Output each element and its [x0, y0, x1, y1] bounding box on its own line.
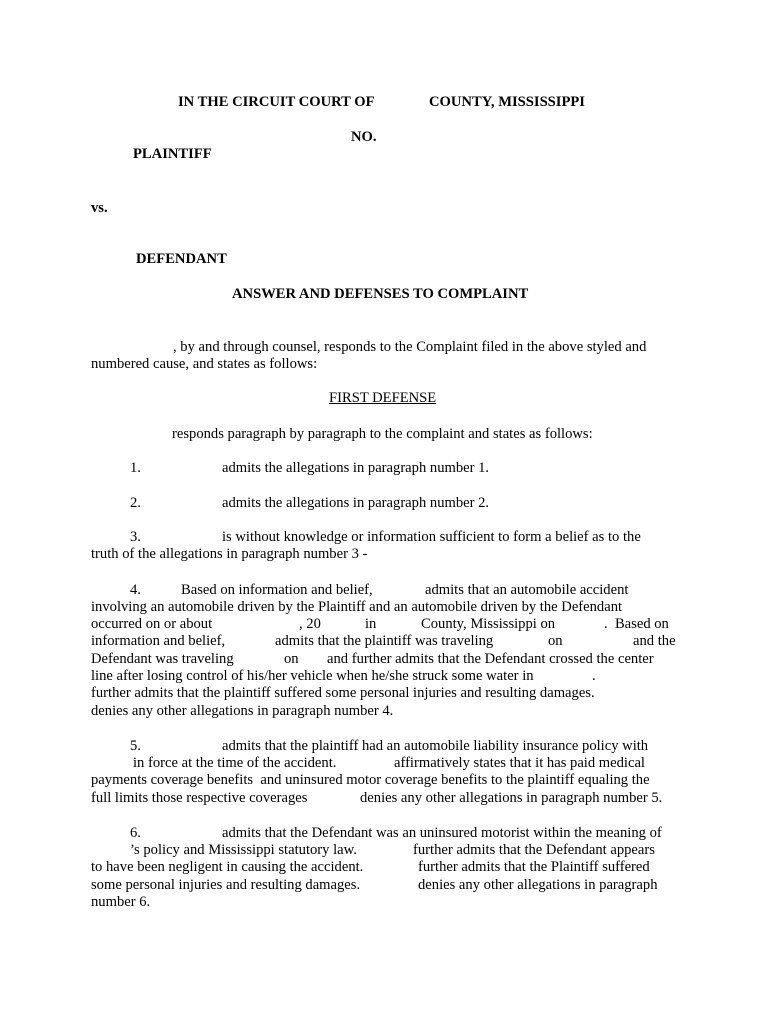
defendant-label: DEFENDANT — [136, 251, 227, 267]
paragraph-4-line-6b: . — [592, 668, 596, 684]
intro-line-2: numbered cause, and states as follows: — [91, 356, 318, 372]
paragraph-3-line-1: is without knowledge or information sufficient to form a belief as to the — [222, 529, 641, 545]
paragraph-4-line-1a: Based on information and belief, — [181, 582, 373, 598]
paragraph-3-line-2: truth of the allegations in paragraph number 3 - — [91, 546, 368, 562]
paragraph-6-number: 6. — [130, 825, 141, 841]
paragraph-4-line-1b: admits that an automobile accident — [425, 582, 629, 598]
paragraph-4-line-5c: and further admits that the Defendant crossed the center — [327, 651, 654, 667]
paragraph-2-text: admits the allegations in paragraph number 2. — [222, 495, 490, 511]
paragraph-4-line-3a: occurred on or about — [91, 616, 213, 632]
paragraph-1-text: admits the allegations in paragraph number 1. — [222, 460, 490, 476]
paragraph-4-line-4d: and the — [633, 633, 676, 649]
paragraph-2-number: 2. — [130, 495, 141, 511]
paragraph-6-line-2b: further admits that the Defendant appears — [413, 842, 655, 858]
paragraph-6-line-5: number 6. — [91, 894, 151, 910]
paragraph-6-line-3a: to have been negligent in causing the accident. — [91, 859, 364, 875]
first-defense-heading: FIRST DEFENSE — [329, 390, 437, 406]
paragraph-1-number: 1. — [130, 460, 141, 476]
paragraph-4-line-5a: Defendant was traveling — [91, 651, 234, 667]
paragraph-4-line-4b: admits that the plaintiff was traveling — [275, 633, 494, 649]
paragraph-5-line-2b: affirmatively states that it has paid medical — [394, 755, 645, 771]
paragraph-6-line-4a: some personal injuries and resulting damages. — [91, 877, 361, 893]
paragraph-4-line-4a: information and belief, — [91, 633, 226, 649]
paragraph-3-number: 3. — [130, 529, 141, 545]
paragraph-4-line-4c: on — [548, 633, 563, 649]
paragraph-4-number: 4. — [130, 582, 141, 598]
paragraph-4-line-3e: . Based on — [604, 616, 669, 632]
court-name-prefix: IN THE CIRCUIT COURT OF — [178, 94, 375, 110]
versus-label: vs. — [91, 200, 108, 216]
paragraph-4-line-8: denies any other allegations in paragraph number 4. — [91, 703, 394, 719]
paragraph-6-line-2a: ’s policy and Mississippi statutory law. — [130, 842, 357, 858]
paragraph-4-line-6a: line after losing control of his/her vehicle when he/she struck some water in — [91, 668, 534, 684]
paragraph-5-line-1: admits that the plaintiff had an automobile liability insurance policy with — [222, 738, 649, 754]
paragraph-5-line-4a: full limits those respective coverages — [91, 790, 308, 806]
document-title: ANSWER AND DEFENSES TO COMPLAINT — [232, 286, 529, 302]
paragraph-6-line-1: admits that the Defendant was an uninsured motorist within the meaning of — [222, 825, 662, 841]
court-county-suffix: COUNTY, MISSISSIPPI — [429, 94, 585, 110]
plaintiff-label: PLAINTIFF — [133, 146, 212, 162]
paragraph-4-line-7: further admits that the plaintiff suffered some personal injuries and resulting damages. — [91, 685, 595, 701]
paragraph-5-line-3: payments coverage benefits and uninsured motor coverage benefits to the plaintiff equaling the — [91, 772, 650, 788]
paragraph-5-line-4b: denies any other allegations in paragraph number 5. — [360, 790, 663, 806]
paragraph-5-number: 5. — [130, 738, 141, 754]
paragraph-4-line-5b: on — [284, 651, 299, 667]
first-defense-lead: responds paragraph by paragraph to the complaint and states as follows: — [172, 426, 593, 442]
paragraph-4-line-3b: , 20 — [299, 616, 321, 632]
paragraph-4-line-3d: County, Mississippi on — [421, 616, 556, 632]
paragraph-6-line-3b: further admits that the Plaintiff suffered — [418, 859, 650, 875]
paragraph-4-line-3c: in — [365, 616, 377, 632]
intro-line-1: , by and through counsel, responds to the Complaint filed in the above styled and — [173, 339, 647, 355]
paragraph-5-line-2a: in force at the time of the accident. — [133, 755, 337, 771]
case-number-label: NO. — [351, 129, 377, 145]
paragraph-6-line-4b: denies any other allegations in paragraph — [418, 877, 658, 893]
paragraph-4-line-2: involving an automobile driven by the Plaintiff and an automobile driven by the Defendant — [91, 599, 623, 615]
